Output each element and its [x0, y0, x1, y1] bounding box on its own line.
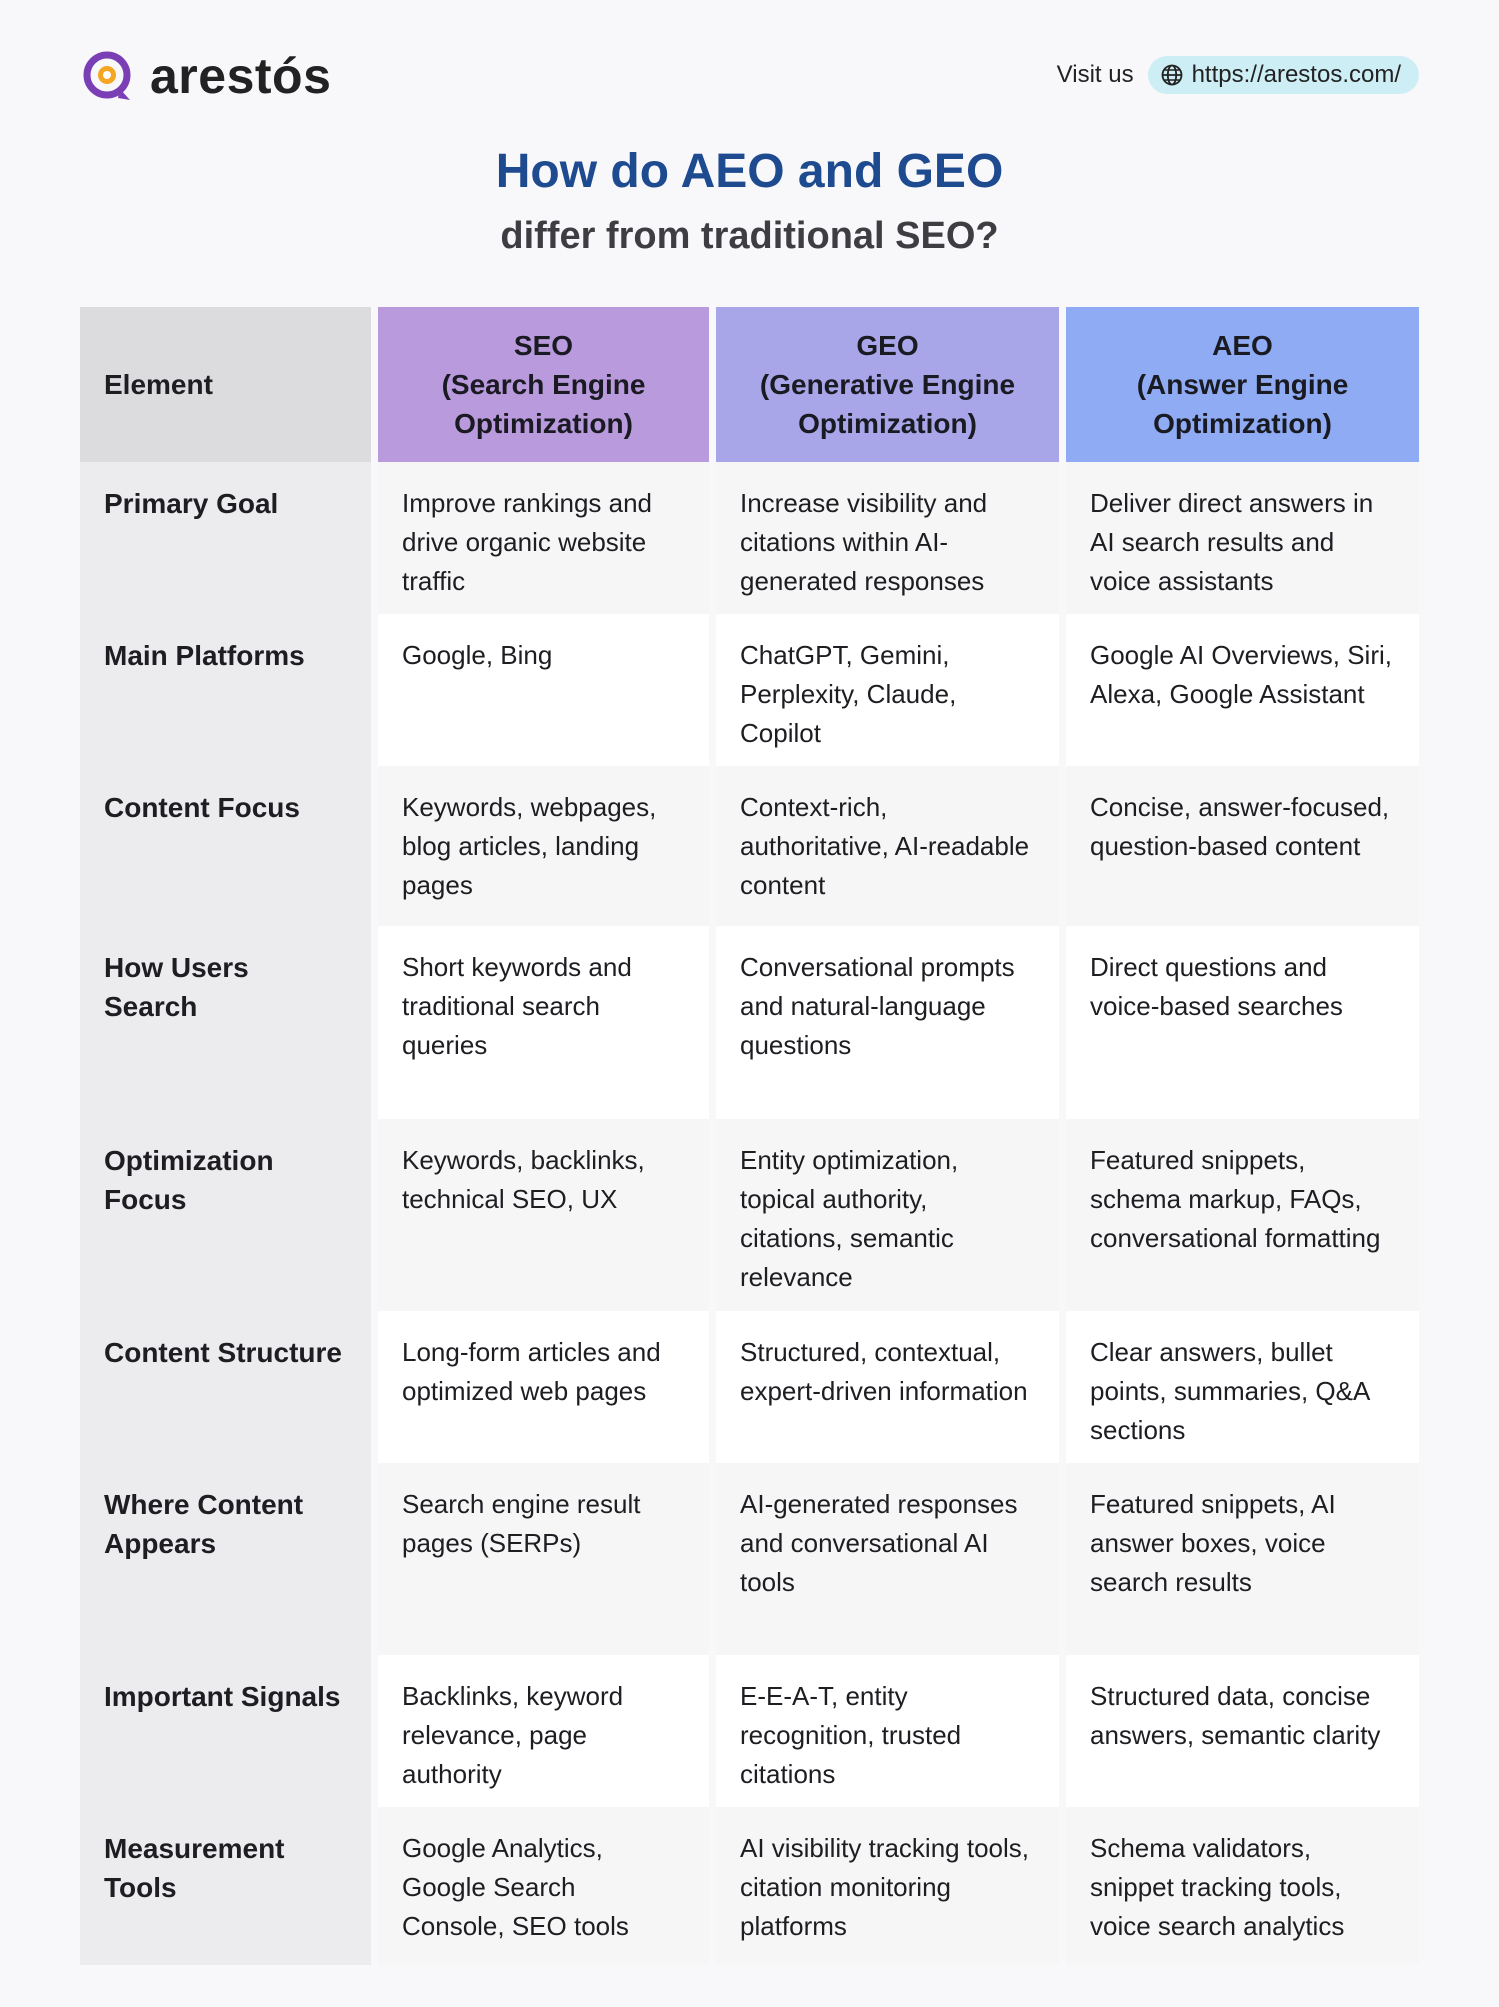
title-block	[0, 142, 1499, 264]
table-cell-geo: Entity optimization, topical authority, citations, semantic relevance	[716, 1119, 1059, 1311]
table-cell-element: How Users Search	[80, 926, 371, 1119]
table-cell-aeo: Concise, answer-focused, question-based content	[1066, 766, 1419, 926]
visit-label: Visit us	[1056, 61, 1134, 88]
table-cell-aeo: Direct questions and voice-based searches	[1066, 926, 1419, 1119]
table-cell-element: Content Structure	[80, 1311, 371, 1463]
header-aeo: AEO (Answer Engine Optimization)	[1066, 307, 1419, 462]
table-cell-seo: Keywords, webpages, blog articles, landing pages	[378, 766, 709, 926]
table-cell-aeo: Structured data, concise answers, semantic clarity	[1066, 1655, 1419, 1807]
visit-us	[1057, 56, 1419, 94]
comparison-table	[80, 307, 1419, 1963]
table-cell-geo: Context-rich, authoritative, AI-readable content	[716, 766, 1059, 926]
table-cell-geo: ChatGPT, Gemini, Perplexity, Claude, Copilot	[716, 614, 1059, 766]
page-subtitle: differ from traditional SEO?	[500, 215, 999, 257]
website-url: https://arestos.com/	[1191, 61, 1401, 88]
header-seo: SEO (Search Engine Optimization)	[378, 307, 709, 462]
table-cell-geo: Conversational prompts and natural-language questions	[716, 926, 1059, 1119]
table-cell-aeo: Featured snippets, schema markup, FAQs, conversational formatting	[1066, 1119, 1419, 1311]
table-cell-geo: E-E-A-T, entity recognition, trusted citations	[716, 1655, 1059, 1807]
page-header	[80, 44, 1419, 106]
table-cell-seo: Google, Bing	[378, 614, 709, 766]
table-cell-element: Primary Goal	[80, 462, 371, 614]
table-cell-element: Main Platforms	[80, 614, 371, 766]
globe-icon	[1160, 63, 1184, 87]
table-cell-element: Where Content Appears	[80, 1463, 371, 1655]
table-cell-aeo: Schema validators, snippet tracking tools, voice search analytics	[1066, 1807, 1419, 1965]
header-element: Element	[80, 307, 371, 462]
table-cell-seo: Keywords, backlinks, technical SEO, UX	[378, 1119, 709, 1311]
table-cell-seo: Short keywords and traditional search queries	[378, 926, 709, 1119]
website-link[interactable]	[1148, 56, 1419, 94]
table-cell-geo: AI visibility tracking tools, citation monitoring platforms	[716, 1807, 1059, 1965]
header-geo: GEO (Generative Engine Optimization)	[716, 307, 1059, 462]
table-cell-aeo: Google AI Overviews, Siri, Alexa, Google Assistant	[1066, 614, 1419, 766]
table-cell-seo: Long-form articles and optimized web pages	[378, 1311, 709, 1463]
table-cell-element: Content Focus	[80, 766, 371, 926]
table-cell-geo: Structured, contextual, expert-driven information	[716, 1311, 1059, 1463]
page-title: How do AEO and GEO	[495, 145, 1004, 198]
table-cell-seo: Backlinks, keyword relevance, page authority	[378, 1655, 709, 1807]
brand-logo[interactable]	[80, 48, 331, 104]
table-cell-seo: Google Analytics, Google Search Console, SEO tools	[378, 1807, 709, 1965]
table-cell-seo: Search engine result pages (SERPs)	[378, 1463, 709, 1655]
brand-logo-icon	[80, 48, 136, 104]
table-cell-aeo: Featured snippets, AI answer boxes, voice search results	[1066, 1463, 1419, 1655]
table-cell-aeo: Clear answers, bullet points, summaries, Q&A sections	[1066, 1311, 1419, 1463]
table-cell-geo: Increase visibility and citations within AI-generated responses	[716, 462, 1059, 614]
table-cell-element: Optimization Focus	[80, 1119, 371, 1311]
brand-name: arestós	[150, 48, 332, 104]
table-cell-seo: Improve rankings and drive organic website traffic	[378, 462, 709, 614]
table-cell-element: Measurement Tools	[80, 1807, 371, 1965]
table-cell-element: Important Signals	[80, 1655, 371, 1807]
table-cell-geo: AI-generated responses and conversational AI tools	[716, 1463, 1059, 1655]
table-cell-aeo: Deliver direct answers in AI search results and voice assistants	[1066, 462, 1419, 614]
